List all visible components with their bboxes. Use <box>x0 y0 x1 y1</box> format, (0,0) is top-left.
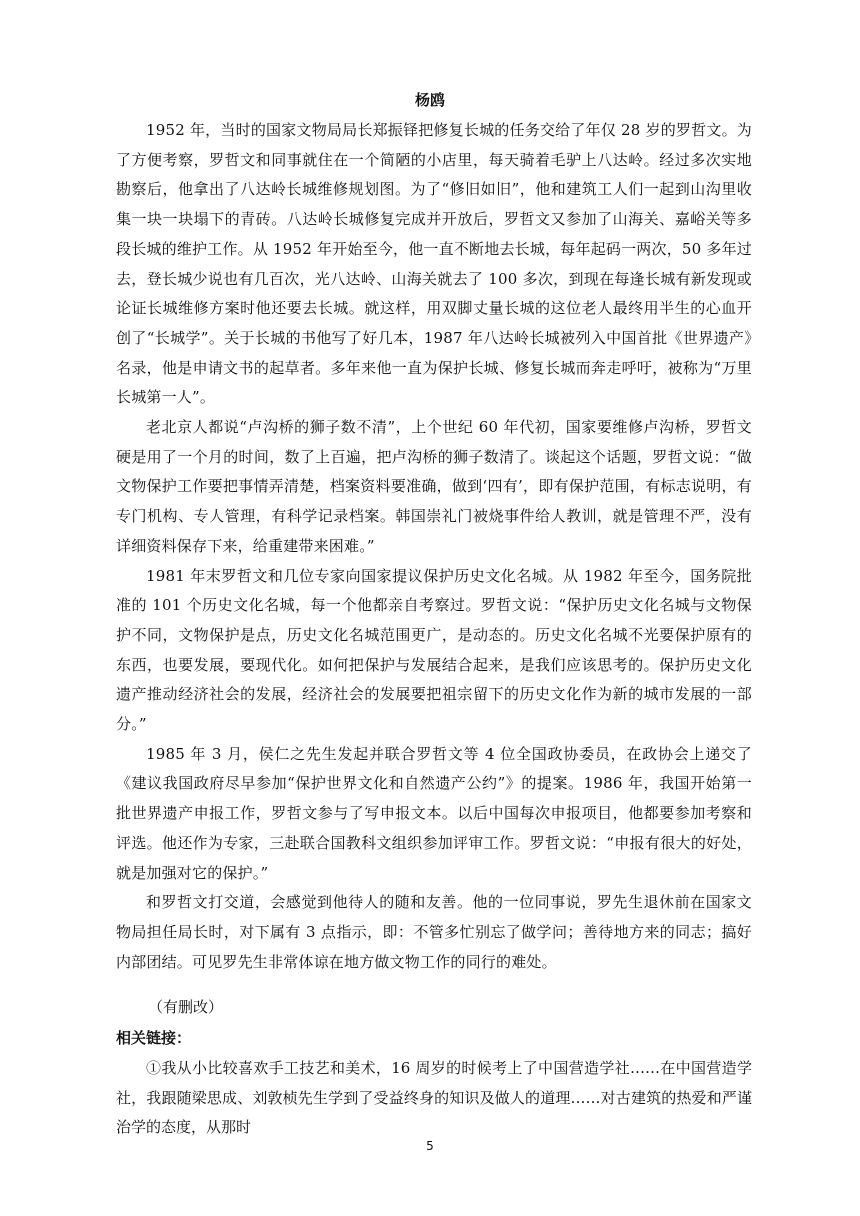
related-link-body <box>116 1054 752 1143</box>
paragraph-3: 1981 年末罗哲文和几位专家向国家提议保护历史文化名城。从 1982 年至今，国务院批准的 101 个历史文化名城，每一个他都亲自考察过。罗哲文说：“保护历史文化名城与文物保护不同，文物保护是点，历史文化名城范围更广，是动态的。历史文化名城不光要保护原有的东西，也要发展，要现代化。如何把保护与发展结合起来，是我们应该思考的。保护历史文化遗产推动经济社会的发展，经济社会的发展要把祖宗留下的历史文化作为新的城市发展的一部分。” <box>116 566 752 734</box>
related-links-heading: 相关链接： <box>116 1029 192 1047</box>
paragraph-4: 1985 年 3 月，侯仁之先生发起并联合罗哲文等 4 位全国政协委员，在政协会上递交了《建议我国政府尽早参加“保护世界文化和自然遗产公约”》的提案。1986 年，我国开始第一批世界遗产申报工作，罗哲文参与了写申报文本。以后中国每次申报项目，他都要参加考察和评选。他还作为专家，三赴联合国教科文组织参加评审工作。罗哲文说：“申报有很大的好处，就是加强对它的保护。” <box>116 744 752 882</box>
author-name: 杨鸥 <box>414 91 445 109</box>
paragraph-2: 老北京人都说“卢沟桥的狮子数不清”，上个世纪 60 年代初，国家要维修卢沟桥，罗哲文硬是用了一个月的时间，数了上百遍，把卢沟桥的狮子数清了。谈起这个话题，罗哲文说：“做文物保护工作要把事情弄清楚，档案资料要准确，做到‘四有’，即有保护范围，有标志说明，有专门机构、专人管理，有科学记录档案。韩国崇礼门被烧事件给人教训，就是管理不严，没有详细资料保存下来，给重建带来困难。” <box>116 418 752 555</box>
paragraph-1: 1952 年，当时的国家文物局局长郑振铎把修复长城的任务交给了年仅 28 岁的罗哲文。为了方便考察，罗哲文和同事就住在一个简陋的小店里，每天骑着毛驴上八达岭。经过多次实地勘察后，他拿出了八达岭长城维修规划图。为了“修旧如旧”，他和建筑工人们一起到山沟里收集一块一块塌下的青砖。八达岭长城修复完成并开放后，罗哲文又参加了山海关、嘉峪关等多段长城的维护工作。从 1952 年开始至今，他一直不断地去长城，每年起码一两次，50 多年过去，登长城少说也有几百次，光八达岭、山海关就去了 100 多次，到现在每逢长城有新发现或论证长城维修方案时他还要去长城。就这样，用双脚丈量长城的这位老人最终用半生的心血开创了“长城学”。关于长城的书他写了好几本，1987 年八达岭长城被列入中国首批《世界遗产》名录，他是申请文书的起草者。多年来他一直为保护长城、修复长城而奔走呼吁，被称为“万里长城第一人”。 <box>116 121 752 407</box>
page-number: 5 <box>426 1139 434 1153</box>
edit-note: （有删改） <box>148 998 224 1016</box>
paragraph-5: 和罗哲文打交道，会感觉到他待人的随和友善。他的一位同事说，罗先生退休前在国家文物局担任局长时，对下属有 3 点指示，即：不管多忙别忘了做学问；善待地方来的同志；搞好内部团结。可见罗先生非常体谅在地方做文物工作的同行的难处。 <box>116 893 752 971</box>
related-link-paragraph: ①我从小比较喜欢手工技艺和美术，16 周岁的时候考上了中国营造学社……在中国营造学社，我跟随梁思成、刘敦桢先生学到了受益终身的知识及做人的道理……对古建筑的热爱和严谨治学的态度，从那时 <box>116 1059 752 1137</box>
article-body <box>116 116 752 977</box>
